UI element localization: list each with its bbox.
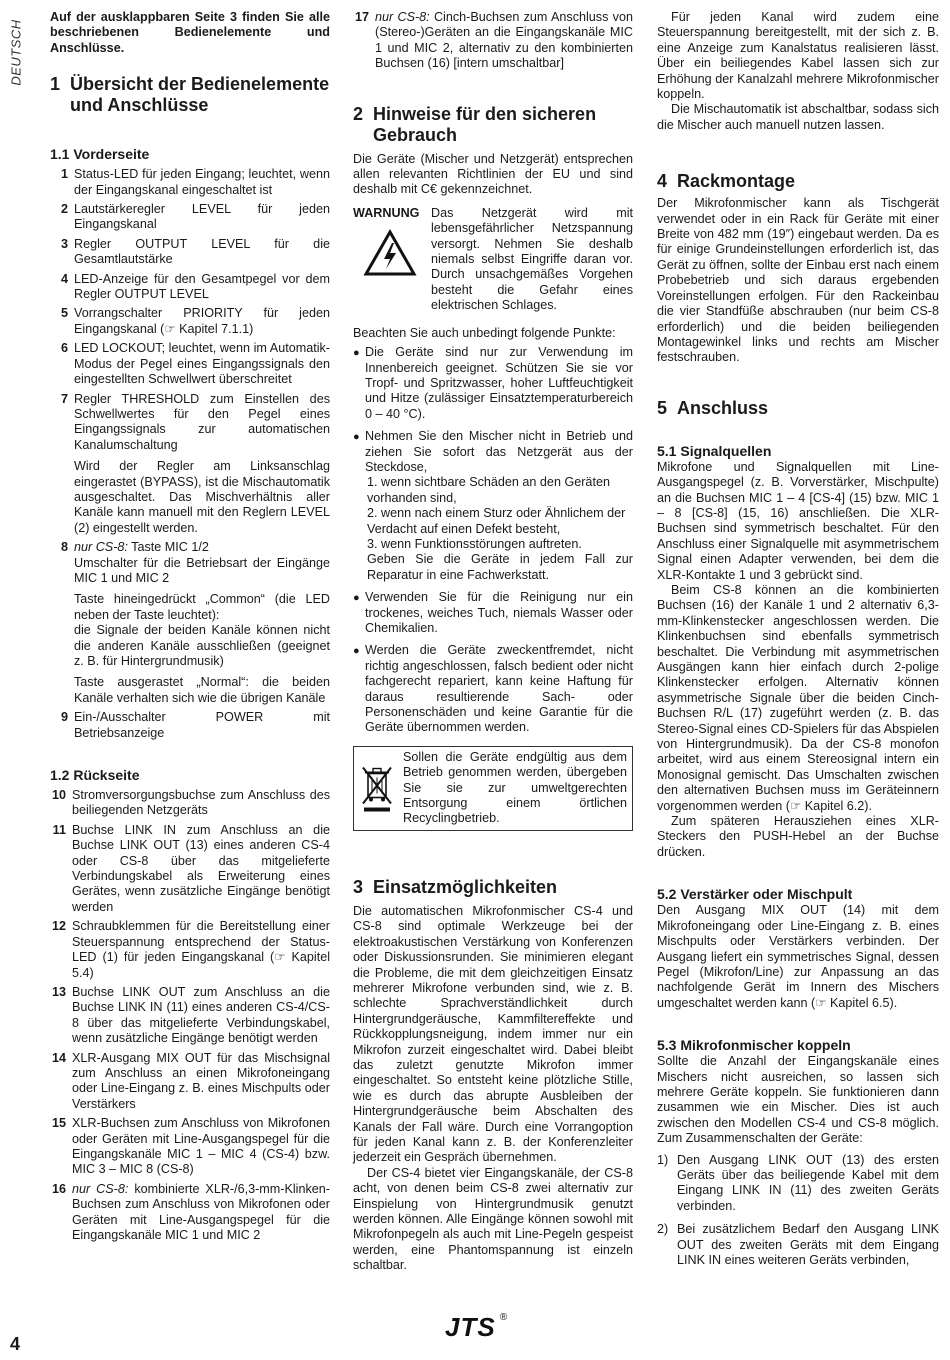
section-5-3-paragraph: Sollte die Anzahl der Eingangskanäle eines Mischers nicht ausreichen, so lassen sich mehrere Geräte koppeln. Sie funktionieren dann zusammen wie ein Mischer. Dies ist auch zwischen den Modellen CS-4 und CS-8 möglich. Zum Zusammenschalten der Geräte: (657, 1054, 939, 1146)
item-text (72, 985, 330, 1047)
section-2-intro: Die Geräte (Mischer und Netzgerät) entsprechen allen relevanten Richtlinien der EU und sind deshalb mit C€ gekennzeichnet. (353, 151, 633, 197)
item-paragraph: nur CS-8: kombinierte XLR-/6,3-mm-Klinken-Buchsen zum Anschluss von Mikrofonen oder Geräten mit Line-Ausgangspegel für die Eingangskanäle MIC 1 und MIC 2 (72, 1181, 330, 1242)
front-item (50, 341, 330, 387)
item-text (72, 919, 330, 981)
front-item (50, 306, 330, 337)
item-paragraph: LED-Anzeige für den Gesamtpegel vor dem Regler OUTPUT LEVEL (74, 271, 330, 302)
item-text (74, 202, 330, 233)
item-number: 8 (60, 540, 68, 555)
section-2-note: Beachten Sie auch unbedingt folgende Punkte: (353, 325, 616, 340)
front-items-list (50, 167, 330, 741)
model-note: nur CS-8: (72, 1181, 129, 1196)
language-tab: DEUTSCH (8, 18, 24, 86)
rear-item (50, 1116, 330, 1178)
section-5-heading: 5 Anschluss (657, 397, 769, 418)
model-note: nur CS-8: (74, 540, 128, 555)
item-paragraph: nur CS-8: Taste MIC 1/2 Umschalter für die Betriebsart der Eingänge MIC 1 und MIC 2 (74, 540, 330, 585)
item-number: 4 (60, 271, 68, 286)
rear-items-list (50, 788, 330, 1243)
rear-item (50, 788, 330, 819)
step-number: 1) (657, 1152, 669, 1167)
section-5-1-paragraph-2: Beim CS-8 können an die kombinierten Buchsen (16) der Kanäle 1 und 2 alternativ 6,3-mm-Klinkenstecker angeschlossen werden. Die Klinkenbuchsen sind ebenfalls symmetrisch beschaltet. Die Verbindung mit asymmetrischen Ausgängen kann hier einfach durch 2-polige Klinkenstecker erfolgen. Alternativ können asymmetrische Signale über die beiden Cinch-Buchsen R/L (17) zugeführt werden (z. B. das Stereo-Signal eines CD-Spielers für das Abspielen von Hintergrundmusik). Da der CS-8 monofon arbeitet, wird aus einem Stereosignal intern ein Monosignal gemischt. Das Umschalten zwischen den alternativen Buchsen muss im Geräteinnern vorgenommen werden (☞ Kapitel 6.2). (657, 582, 939, 813)
item-paragraph: Wird der Regler am Linksanschlag eingerastet (BYPASS), ist die Mischautomatik ausgeschaltet. Das Mischverhältnis aller Kanäle kann manuell mit den Reglern LEVEL (2) eingestellt werden. (74, 459, 330, 535)
safety-bullet (353, 590, 633, 636)
warning-label: WARNUNG (353, 205, 420, 220)
rear-item (50, 1182, 330, 1244)
item-paragraph: Schraubklemmen für die Bereitstellung einer Steuerspannung entsprechend der Status-LED (1) für jeden Eingangskanal (☞ Kapitel 5.4) (72, 919, 330, 980)
front-item (50, 237, 330, 268)
brand-logo: JTS ® (445, 1312, 509, 1342)
column-right (657, 10, 939, 1276)
rear-item (50, 919, 330, 981)
item-paragraph: Buchse LINK IN zum Anschluss an die Buchse LINK OUT (13) eines anderen CS-4 oder CS-8 über das mitgelieferte Verbindungskabel als Erweiterung eines Gerätes, wenn zusätzliche Eingänge benötigt werden (72, 822, 330, 914)
item-text (74, 392, 330, 537)
item-paragraph: Taste ausgerastet „Normal“: die beiden Kanäle verhalten sich wie die übrigen Kanäle (74, 675, 330, 705)
section-1-heading: 1 Übersicht der Bedienelemente und Anschlüsse (50, 74, 330, 116)
item-paragraph: Vorrangschalter PRIORITY für jeden Eingangskanal (☞ Kapitel 7.1.1) (74, 306, 330, 336)
item-number: 2 (60, 202, 68, 217)
item-text (74, 167, 330, 198)
safety-bullet (353, 429, 633, 583)
warning-box (353, 206, 633, 314)
bullet-paragraph: Verwenden Sie für die Reinigung nur ein trockenes, weiches Tuch, niemals Wasser oder Chemikalien. (365, 590, 633, 635)
front-item (50, 202, 330, 233)
column-middle (353, 10, 633, 1274)
item-number: 11 (52, 822, 66, 837)
item-paragraph: Regler THRESHOLD zum Einstellen des Schwellwertes für den Pegel eines Eingangssignals zur automatischen Kanalumschaltung (74, 391, 330, 452)
item-text (375, 10, 633, 72)
section-3-paragraph-1: Die automatischen Mikrofonmischer CS-4 und CS-8 sind optimale Werkzeuge bei der elektroakustischen Verstärkung von Konferenzen oder Diskussionsrunden. Sie minimieren elegant die Probleme, die mit dem gleichzeitigen Einsatz mehrerer Mikrofone verbunden sind, wie z. B. schlechte Sprachverständlichkeit durch Hintergrundgeräusche, Kammfiltereffekte und Rückkopplungsneigung, indem immer nur ein Mikrofon zurzeit eingeschaltet wird. Dabei bleibt das zuletzt genutzte Mikrofon immer eingeschaltet. So entsteht keine plötzliche Stille, wie es durch das abrupte Ausbleiben der Hintergrundgeräusche beim Abschalten des Kanals der Fall wäre. Durch eine Vorrangoption für jeden Kanal kann z. B. der Konferenzleiter jederzeit ein Gespräch übernehmen. (353, 903, 633, 1165)
intro-text: Auf der ausklappbaren Seite 3 finden Sie alle beschriebenen Bedienelemente und Anschlüsse. (50, 10, 330, 55)
front-item (50, 167, 330, 198)
disposal-text: Sollen die Geräte endgültig aus dem Betrieb genommen werden, übergeben Sie sie zur umweltgerechten Entsorgung einem örtlichen Recyclingbetrieb. (403, 749, 627, 826)
coupling-steps-list (657, 1153, 939, 1269)
bullet-dot: ● (353, 592, 360, 605)
front-item (50, 540, 330, 706)
step-text: Bei zusätzlichem Bedarf den Ausgang LINK OUT des zweiten Geräts mit dem Eingang LINK IN eines weiteren Geräts verbinden, (677, 1222, 939, 1267)
item-number: 13 (51, 984, 66, 999)
section-5-1-paragraph-3: Zum späteren Herausziehen eines XLR-Steckers den PUSH-Hebel an der Buchse drücken. (657, 814, 939, 859)
item-paragraph: nur CS-8: Cinch-Buchsen zum Anschluss von (Stereo-)Geräten an die Eingangskanäle MIC 1 und MIC 2, alternativ zu den kombinierten Buchsen (16) [intern umschaltbar] (375, 10, 633, 71)
bullet-dot: ● (353, 645, 360, 658)
rear-item (50, 985, 330, 1047)
column-left (50, 10, 330, 1247)
coupling-step (657, 1222, 939, 1268)
section-2-heading: 2 Hinweise für den sicheren Gebrauch (353, 103, 597, 145)
bullet-paragraph: Werden die Geräte zweckentfremdet, nicht richtig angeschlossen, falsch bedient oder nicht fachgerecht repariert, kann keine Haftung für daraus resultierende Sach- oder Personenschäden und keine Garantie für die Geräte übernommen werden. (365, 643, 633, 735)
high-voltage-warning-icon (363, 229, 417, 277)
bullet-dot: ● (353, 347, 360, 360)
item-paragraph: Status-LED für jeden Eingang; leuchtet, wenn der Eingangskanal eingeschaltet ist (74, 167, 330, 197)
safety-bullet-list (353, 345, 633, 736)
subsection-5-1-heading: 5.1 Signalquellen (657, 442, 772, 459)
step-number: 2) (657, 1222, 669, 1237)
section-3-paragraph-4: Die Mischautomatik ist abschaltbar, sodass sich die Mischer auch manuell nutzen lassen. (657, 102, 939, 132)
item-number: 9 (60, 710, 68, 725)
item-paragraph: Stromversorgungsbuchse zum Anschluss des beiliegenden Netzgeräts (72, 788, 330, 818)
subsection-front-heading: 1.1 Vorderseite (50, 146, 150, 163)
bullet-dot: ● (353, 431, 360, 444)
subsection-rear-heading: 1.2 Rückseite (50, 767, 140, 784)
item-paragraph: Lautstärkeregler LEVEL für jeden Eingangskanal (74, 202, 330, 232)
item-text (72, 823, 330, 915)
bullet-paragraph: Nehmen Sie den Mischer nicht in Betrieb und ziehen Sie sofort das Netzgerät aus der Steckdose, (365, 429, 633, 474)
bullet-text (365, 643, 633, 735)
subsection-5-3-heading: 5.3 Mikrofonmischer koppeln (657, 1037, 851, 1054)
item-text (72, 1182, 330, 1244)
item-text (74, 540, 330, 706)
item-number: 7 (60, 391, 68, 406)
item-number: 10 (51, 788, 66, 803)
section-4-text: Der Mikrofonmischer kann als Tischgerät verwendet oder in ein Rack für Geräte mit einer Breite von 482 mm (19″) eingebaut werden. Da es für einige Grundeinstellungen erforderlich ist, das Gerät zu öffnen, sollte der Einbau erst nach einem Probebetrieb und sich daraus ergebenden Voreinstellungen erfolgen. Für den Rackeinbau die vier Standfüße abschrauben (nur beim CS-8 erforderlich) und die beiden beiliegenden Montagewinkel links und rechts am Mischer festschrauben. (657, 196, 939, 365)
front-item (50, 710, 330, 741)
bullet-subitem: 3. wenn Funktionsstörungen auftreten. (367, 536, 582, 551)
item-text (74, 237, 330, 268)
item-text (74, 341, 330, 387)
disposal-box (353, 746, 633, 831)
bullet-text (365, 345, 633, 422)
section-5-1-paragraph-1: Mikrofone und Signalquellen mit Line-Ausgangspegel (z. B. Vorverstärker, Mischpulte) an die Buchsen MIC 1 – 4 [CS-4] (15) bzw. MIC 1 – 8 [CS-8] (15, 16) anschließen. Die XLR-Buchsen sind symmetrisch beschaltet. Für den Anschluss einer Signalquelle mit asymmetrischem Signal einen Adapter verwenden, bei dem die XLR-Kontakte 1 und 3 gebrückt sind. (657, 459, 939, 582)
item-text (74, 306, 330, 337)
safety-bullet (353, 643, 633, 735)
item-number: 15 (51, 1116, 66, 1131)
item-paragraph: Regler OUTPUT LEVEL für die Gesamtlautstärke (74, 236, 330, 267)
bullet-paragraph: Die Geräte sind nur zur Verwendung im Innenbereich geeignet. Schützen Sie sie vor Tropf- und Spritzwasser, hoher Luftfeuchtigkeit und Hitze (zulässiger Einsatztemperaturbereich 0 – 40 °C). (365, 345, 633, 421)
item-number: 12 (51, 919, 66, 934)
step-text: Den Ausgang LINK OUT (13) des ersten Geräts über das beiliegende Kabel mit dem Eingang LINK IN (11) des zweiten Geräts verbinden. (677, 1152, 939, 1213)
item-paragraph: XLR-Ausgang MIX OUT für das Mischsignal zum Anschluss an einen Mikrofoneingang oder Line-Eingang z. B. eines Mischpults oder Verstärkers (72, 1050, 330, 1111)
page-number: 4 (10, 1334, 21, 1354)
item-text (74, 710, 330, 741)
section-3-paragraph-2: Der CS-4 bietet vier Eingangskanäle, der CS-8 acht, von denen beim CS-8 zwei alternativ zur Einspielung von Hintergrundmusik genutzt werden können. Alle Eingänge können sowohl mit Mikrofonpegeln als auch mit Line-Pegeln gespeist werden, eine Phantomspannung ist einzeln schaltbar. (353, 1165, 633, 1273)
rear-items-list-continued (353, 10, 633, 72)
warning-text: Das Netzgerät wird mit lebensgefährlicher Netzspannung versorgt. Nehmen Sie deshalb niemals selbst Eingriffe daran vor. Durch unsachgemäßes Vorgehen besteht die Gefahr eines elektrischen Schlages. (431, 205, 633, 313)
bullet-text (365, 590, 633, 636)
section-5-2-paragraph: Den Ausgang MIX OUT (14) mit dem Mikrofoneingang oder Line-Eingang z. B. eines Mischpults oder Verstärkers verbinden. Der Ausgang liefert ein symmetrisches Signal, dessen Pegel (Mikrofon/Line) zur Anpassung an das nachfolgende Gerät im Innern des Mischers umgeschaltet werden kann (☞ Kapitel 6.5). (657, 903, 939, 1010)
item-text (72, 1051, 330, 1113)
front-item (50, 392, 330, 537)
item-text (72, 1116, 330, 1178)
rear-item (353, 10, 633, 72)
bullet-subitem: 1. wenn sichtbare Schäden an den Geräten vorhanden sind, (367, 475, 610, 505)
model-note: nur CS-8: (375, 10, 430, 24)
subsection-5-2-heading: 5.2 Verstärker oder Mischpult (657, 886, 853, 903)
item-text (72, 788, 330, 819)
item-paragraph: XLR-Buchsen zum Anschluss von Mikrofonen oder Geräten mit Line-Ausgangspegel für die Eingangskanäle MIC 1 – MIC 4 (CS-4) bzw. MIC 3 – MIC 8 (CS-8) (72, 1116, 330, 1177)
bullet-text (365, 429, 633, 583)
item-number: 3 (60, 236, 68, 251)
rear-item (50, 823, 330, 915)
section-3-paragraph-3: Für jeden Kanal wird zudem eine Steuerspannung bereitgestellt, mit der sich z. B. eine Anzeige zum Kanalstatus realisieren lässt. Über ein beiliegendes Kabel lassen sich zur Erhöhung der Kanalzahl mehrere Mikrofonmischer koppeln. (657, 10, 939, 102)
item-text (74, 272, 330, 303)
coupling-step (657, 1153, 939, 1215)
item-number: 1 (60, 167, 68, 182)
section-4-heading: 4 Rackmontage (657, 171, 796, 192)
item-number: 16 (51, 1181, 66, 1196)
item-paragraph: Taste hineingedrückt „Common“ (die LED neben der Taste leuchtet): die Signale der beiden Kanäle können nicht die anderen Kanäle ausschließen (geeignet z. B. für Hintergrundmusik) (74, 592, 330, 668)
front-item (50, 272, 330, 303)
item-number: 14 (51, 1050, 66, 1065)
safety-bullet (353, 345, 633, 422)
item-paragraph: Buchse LINK OUT zum Anschluss an die Buchse LINK IN (11) eines anderen CS-4/CS-8 über das mitgelieferte Verbindungskabel, wenn zusätzliche Eingänge benötigt werden (72, 984, 330, 1046)
section-3-heading: 3 Einsatzmöglichkeiten (353, 876, 558, 897)
item-number: 6 (60, 341, 68, 356)
crossed-out-bin-icon (359, 750, 395, 827)
bullet-subitem: 2. wenn nach einem Sturz oder Ähnlichem der Verdacht auf einen Defekt besteht, (367, 506, 626, 536)
item-paragraph: LED LOCKOUT; leuchtet, wenn im Automatik-Modus der Pegel eines Eingangssignals den eingestellten Schwellwert überschreitet (74, 341, 330, 387)
item-number: 5 (60, 306, 68, 321)
bullet-after: Geben Sie die Geräte in jedem Fall zur Reparatur in eine Fachwerkstatt. (367, 552, 633, 582)
item-paragraph: Ein-/Ausschalter POWER mit Betriebsanzeige (74, 710, 330, 740)
item-number: 17 (354, 10, 369, 24)
rear-item (50, 1051, 330, 1113)
